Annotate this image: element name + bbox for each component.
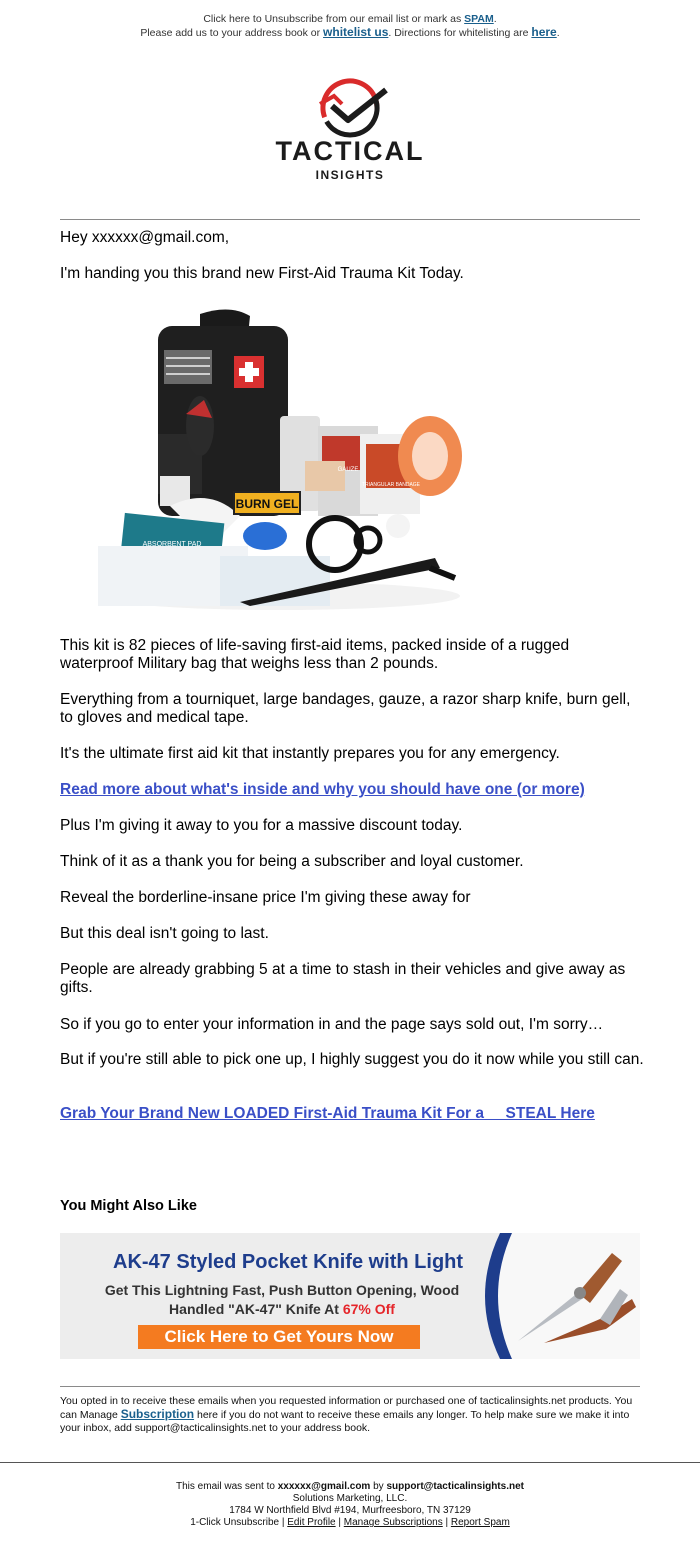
logo-text-insights: INSIGHTS	[315, 168, 385, 182]
banner-cta-button[interactable]: Click Here to Get Yours Now	[138, 1325, 420, 1349]
divider	[60, 1386, 640, 1387]
paragraph-deal-not-last: But this deal isn't going to last.	[60, 925, 269, 942]
manage-subscription-link[interactable]: Subscription	[120, 1407, 195, 1421]
top-notice	[0, 0, 700, 40]
discount-badge: 67% Off	[342, 1301, 395, 1317]
logo-text-tactical: TACTICAL	[275, 136, 425, 166]
absorbent-pad-label: ABSORBENT PAD	[142, 541, 202, 548]
greeting: Hey xxxxxx@gmail.com,	[60, 229, 230, 246]
report-spam-link[interactable]: Report Spam	[450, 1517, 510, 1528]
read-more-paragraph	[60, 781, 645, 799]
trauma-kit-image[interactable]	[90, 306, 470, 618]
email-footer: This email was sent to xxxxxx@gmail.com by support@tacticalinsights.net Solutions Marketing, LLC. 1784 W Northfield Blvd #194, Murfreesboro, TN 37129 1-Click Unsubscribe | Edit Profile | Manage Subscriptions | Report Spam	[0, 1481, 700, 1529]
edit-profile-link[interactable]: Edit Profile	[287, 1517, 336, 1528]
knife-promo-banner[interactable]	[60, 1233, 640, 1359]
whitelist-line: Please add us to your address book or whitelist us. Directions for whitelisting are here.	[140, 25, 560, 39]
intro-text: I'm handing you this brand new First-Aid Trauma Kit Today.	[60, 265, 464, 282]
divider	[60, 219, 640, 220]
footer-divider	[0, 1462, 700, 1463]
paragraph-kit-description: This kit is 82 pieces of life-saving first-aid items, packed inside of a rugged waterproof Military bag that weighs less than 2 pounds.	[60, 637, 570, 672]
gauze-label: GAUZE	[337, 467, 359, 473]
recipient-email: xxxxxx@gmail.com	[277, 1481, 371, 1492]
paragraph-thank-you: Think of it as a thank you for being a subscriber and loyal customer.	[60, 853, 524, 870]
paragraph-kit-contents: Everything from a tourniquet, large bandages, gauze, a razor sharp knife, burn gell, to gloves and medical tape.	[60, 691, 631, 726]
tactical-insights-logo[interactable]	[262, 76, 438, 184]
read-more-link[interactable]: Read more about what's inside and why you should have one (or more)	[60, 781, 585, 798]
here-link[interactable]: here	[531, 25, 557, 39]
one-click-unsubscribe[interactable]: 1-Click Unsubscribe	[190, 1517, 280, 1528]
paragraph-ultimate-kit: It's the ultimate first aid kit that instantly prepares you for any emergency.	[60, 745, 560, 762]
paragraph-pick-one-up: But if you're still able to pick one up, I highly suggest you do it now while you still can.	[60, 1051, 644, 1068]
you-might-also-like-heading: You Might Also Like	[60, 1198, 197, 1214]
manage-subscriptions-link[interactable]: Manage Subscriptions	[343, 1517, 443, 1528]
paragraph-grabbing-five: People are already grabbing 5 at a time to stash in their vehicles and give away as gifts.	[60, 961, 626, 996]
grab-kit-link[interactable]: Grab Your Brand New LOADED First-Aid Trauma Kit For a STEAL Here	[60, 1105, 595, 1122]
first-aid-kit-icon	[90, 306, 470, 618]
paragraph-discount: Plus I'm giving it away to you for a massive discount today.	[60, 817, 463, 834]
paragraph-reveal-price: Reveal the borderline-insane price I'm giving these away for	[60, 889, 471, 906]
banner-title: AK-47 Styled Pocket Knife with Light	[113, 1251, 464, 1273]
spam-link[interactable]: SPAM	[464, 13, 494, 25]
paragraph-sold-out: So if you go to enter your information in and the page says sold out, I'm sorry…	[60, 1016, 604, 1033]
whitelist-link[interactable]: whitelist us	[323, 25, 389, 39]
footer-links: 1-Click Unsubscribe | Edit Profile | Manage Subscriptions | Report Spam	[190, 1517, 510, 1528]
opt-in-notice: You opted in to receive these emails when you requested information or purchased one of tacticalinsights.net products. You can Manage Subscription here if you do not want to receive these emails any longer. To help make sure we make it into your inbox, add support@tacticalinsights.net to your address book.	[60, 1395, 633, 1434]
logo-mark-icon	[262, 76, 438, 184]
banner-subtitle: Get This Lightning Fast, Push Button Opening, Wood Handled "AK-47" Knife At 67% Off	[104, 1282, 460, 1317]
company-name: Solutions Marketing, LLC.	[292, 1493, 408, 1504]
bandage-label: TRIANGULAR BANDAGE	[361, 482, 421, 488]
grab-kit-paragraph	[60, 1105, 645, 1123]
burn-gel-label: BURN GEL	[235, 497, 299, 511]
company-address: 1784 W Northfield Blvd #194, Murfreesboro, TN 37129	[229, 1505, 471, 1516]
unsubscribe-line[interactable]: Click here to Unsubscribe from our email list or mark as SPAM.	[203, 13, 497, 25]
sender-email: support@tacticalinsights.net	[386, 1481, 524, 1492]
